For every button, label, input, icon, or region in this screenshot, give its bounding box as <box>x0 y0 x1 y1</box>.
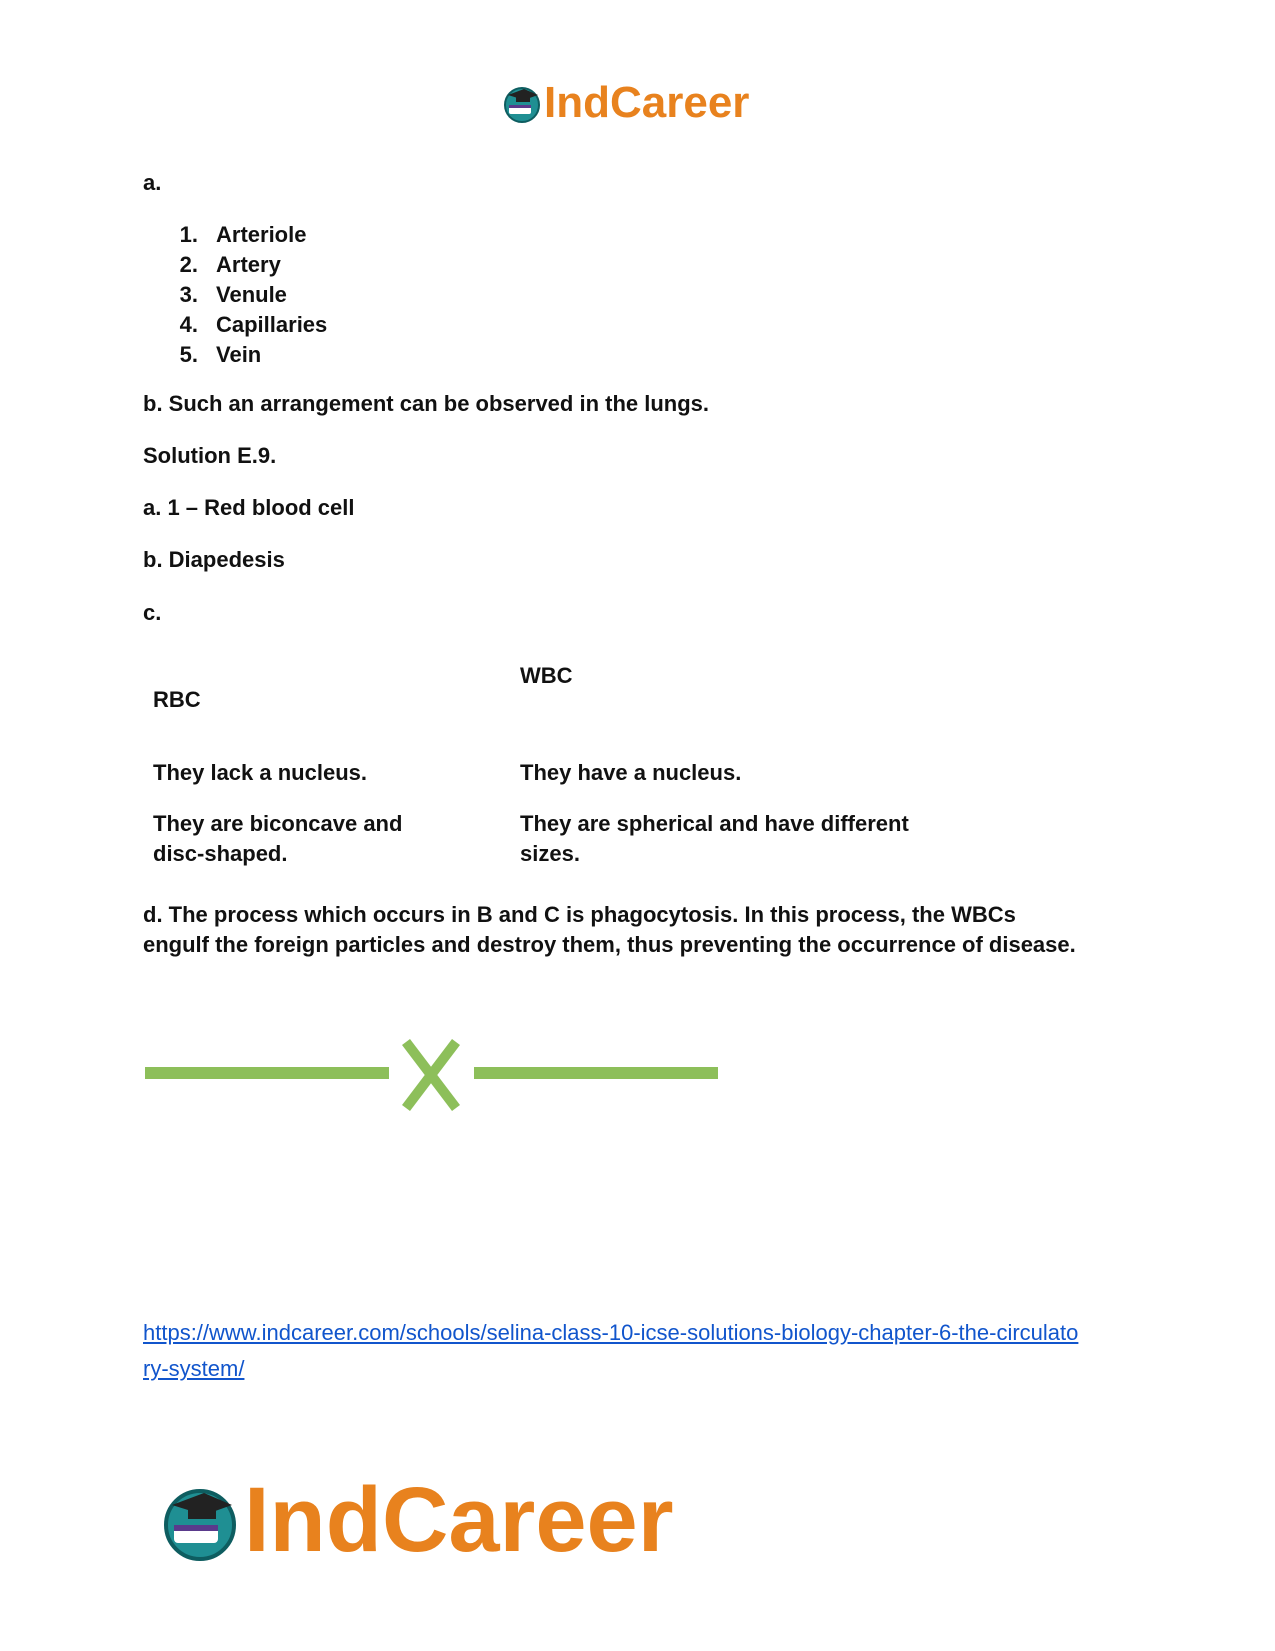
footer-logo <box>160 1468 674 1573</box>
separator-line-right <box>474 1067 718 1079</box>
graduation-globe-icon <box>160 1481 240 1561</box>
solution-a: a. 1 – Red blood cell <box>143 495 355 520</box>
table-header-rbc: RBC <box>153 687 201 712</box>
list-item: 4. Capillaries <box>179 312 328 337</box>
solution-c-label: c. <box>143 600 162 625</box>
table-cell-wbc: They are spherical and have different sizes. <box>520 811 909 866</box>
solution-title: Solution E.9. <box>143 443 277 468</box>
table-cell-rbc: They are biconcave and disc-shaped. <box>153 811 403 866</box>
x-mark-icon <box>400 1038 462 1112</box>
source-link[interactable]: https://www.indcareer.com/schools/selina-class-10-icse-solutions-biology-chapter-6-the-circulato ry-system/ <box>143 1320 1079 1381</box>
table-cell-wbc: They have a nucleus. <box>520 760 742 785</box>
list-item: 1. Arteriole <box>179 222 307 247</box>
part-b-text: b. Such an arrangement can be observed in the lungs. <box>143 391 710 416</box>
solution-b: b. Diapedesis <box>143 547 285 572</box>
separator-line-left <box>145 1067 389 1079</box>
solution-d: d. The process which occurs in B and C is phagocytosis. In this process, the WBCs engulf the foreign particles and destroy them, thus preventing the occurrence of disease. <box>143 902 1076 957</box>
header-logo <box>502 78 749 128</box>
list-item: 2. Artery <box>179 252 281 277</box>
part-a-label: a. <box>143 170 162 195</box>
table-header-wbc: WBC <box>520 663 573 688</box>
logo-text: IndCareer <box>544 78 750 127</box>
graduation-globe-icon <box>502 83 542 123</box>
logo-text: IndCareer <box>244 1469 674 1571</box>
list-item: 5. Vein <box>179 342 262 367</box>
list-item: 3. Venule <box>179 282 287 307</box>
table-cell-rbc: They lack a nucleus. <box>153 760 367 785</box>
vessel-list <box>160 220 327 370</box>
